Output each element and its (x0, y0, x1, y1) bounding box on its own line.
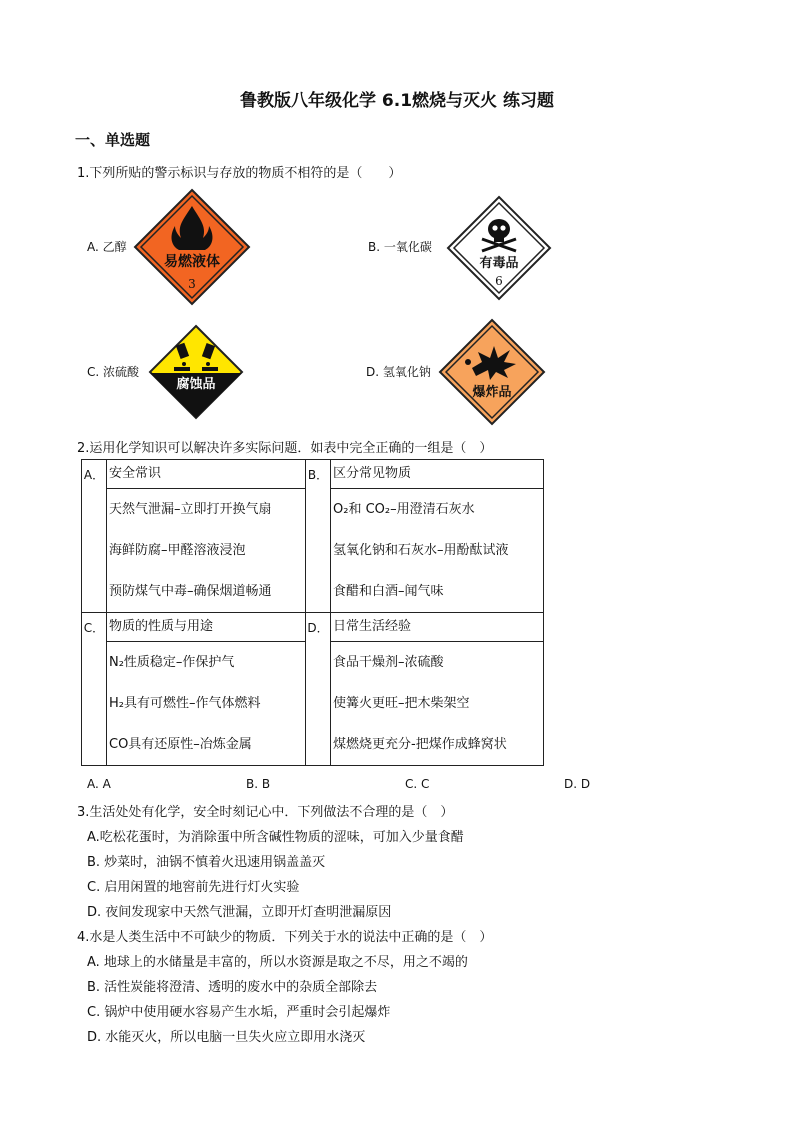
q2-cell-b-line: 氢氧化钠和石灰水–用酚酞试液 (333, 543, 509, 558)
q3-option-c[interactable]: C. 启用闲置的地窖前先进行灯火实验 (87, 880, 300, 895)
q2-cell-a-line: 天然气泄漏–立即打开换气扇 (109, 502, 272, 517)
q1-option-b[interactable]: B. 一氧化碳 (368, 240, 432, 254)
q2-choice-b[interactable]: B. B (246, 777, 271, 791)
q2-cell-b-line: O₂和 CO₂–用澄清石灰水 (333, 502, 475, 517)
q2-cell-c-line: N₂性质稳定–作保护气 (109, 655, 235, 670)
q1-option-d[interactable]: D. 氢氧化钠 (366, 365, 431, 379)
q2-cell-letter-d: D． (306, 613, 331, 766)
q3-option-d[interactable]: D. 夜间发现家中天然气泄漏，立即开灯查明泄漏原因 (87, 905, 392, 920)
sign-a-text: 易燃液体 (164, 254, 220, 270)
q4-option-b[interactable]: B. 活性炭能将澄清、透明的废水中的杂质全部除去 (87, 980, 378, 995)
q2-table (81, 459, 544, 766)
q2-cell-c (107, 613, 306, 766)
q2-cell-letter-c: C． (82, 613, 107, 766)
q2-cell-b (331, 460, 544, 613)
q2-cell-a-head: 安全常识 (107, 460, 305, 489)
q1-option-c[interactable]: C. 浓硫酸 (87, 365, 140, 379)
q2-cell-d-line: 使篝火更旺–把木柴架空 (333, 696, 470, 711)
corrosive-sign-icon (148, 324, 244, 420)
q2-cell-letter-b: B． (306, 460, 331, 613)
q2-cell-b-head: 区分常见物质 (331, 460, 543, 489)
q2-cell-b-line: 食醋和白酒–闻气味 (333, 584, 444, 599)
q2-cell-a-line: 海鲜防腐–甲醛溶液浸泡 (109, 543, 246, 558)
q2-choice-d[interactable]: D. D (564, 777, 591, 791)
q2-cell-c-line: CO具有还原性–冶炼金属 (109, 737, 252, 752)
flammable-liquid-sign-icon (133, 188, 251, 306)
sign-d-text: 爆炸品 (472, 385, 512, 400)
sign-a-num: 3 (188, 277, 196, 291)
q2-cell-d-head: 日常生活经验 (331, 613, 543, 642)
q3-stem: 3.生活处处有化学，安全时刻记心中．下列做法不合理的是（ ） (77, 805, 454, 820)
q2-cell-c-head: 物质的性质与用途 (107, 613, 305, 642)
section-heading: 一、单选题 (75, 131, 151, 149)
sign-b-text: 有毒品 (479, 256, 519, 271)
toxic-sign-icon (446, 195, 552, 301)
q2-choice-c[interactable]: C. C (405, 777, 430, 791)
q2-cell-d (331, 613, 544, 766)
q2-cell-c-line: H₂具有可燃性–作气体燃料 (109, 696, 261, 711)
q4-option-a[interactable]: A. 地球上的水储量是丰富的，所以水资源是取之不尽，用之不竭的 (87, 955, 468, 970)
explosive-sign-icon (438, 318, 546, 426)
q2-cell-a-line: 预防煤气中毒–确保烟道畅通 (109, 584, 272, 599)
q2-cell-a (107, 460, 306, 613)
q1-stem: 1.下列所贴的警示标识与存放的物质不相符的是（ ） (77, 166, 402, 181)
q4-stem: 4.水是人类生活中不可缺少的物质．下列关于水的说法中正确的是（ ） (77, 930, 493, 945)
q3-option-a[interactable]: A.吃松花蛋时，为消除蛋中所含碱性物质的涩味，可加入少量食醋 (87, 830, 464, 845)
q2-cell-d-line: 煤燃烧更充分-把煤作成蜂窝状 (333, 737, 507, 752)
q2-cell-letter-a: A． (82, 460, 107, 613)
sign-c-text: 腐蚀品 (176, 377, 216, 392)
q4-option-c[interactable]: C. 锅炉中使用硬水容易产生水垢，严重时会引起爆炸 (87, 1005, 391, 1020)
sign-b-num: 6 (495, 274, 503, 288)
q2-cell-d-line: 食品干燥剂–浓硫酸 (333, 655, 444, 670)
q2-stem: 2.运用化学知识可以解决许多实际问题．如表中完全正确的一组是（ ） (77, 441, 493, 456)
q4-option-d[interactable]: D. 水能灭火，所以电脑一旦失火应立即用水浇灭 (87, 1030, 366, 1045)
q3-option-b[interactable]: B. 炒菜时，油锅不慎着火迅速用锅盖盖灭 (87, 855, 326, 870)
q1-option-a[interactable]: A. 乙醇 (87, 240, 127, 254)
q2-choice-a[interactable]: A. A (87, 777, 111, 791)
page-title: 鲁教版八年级化学 6.1燃烧与灭火 练习题 (240, 91, 554, 111)
